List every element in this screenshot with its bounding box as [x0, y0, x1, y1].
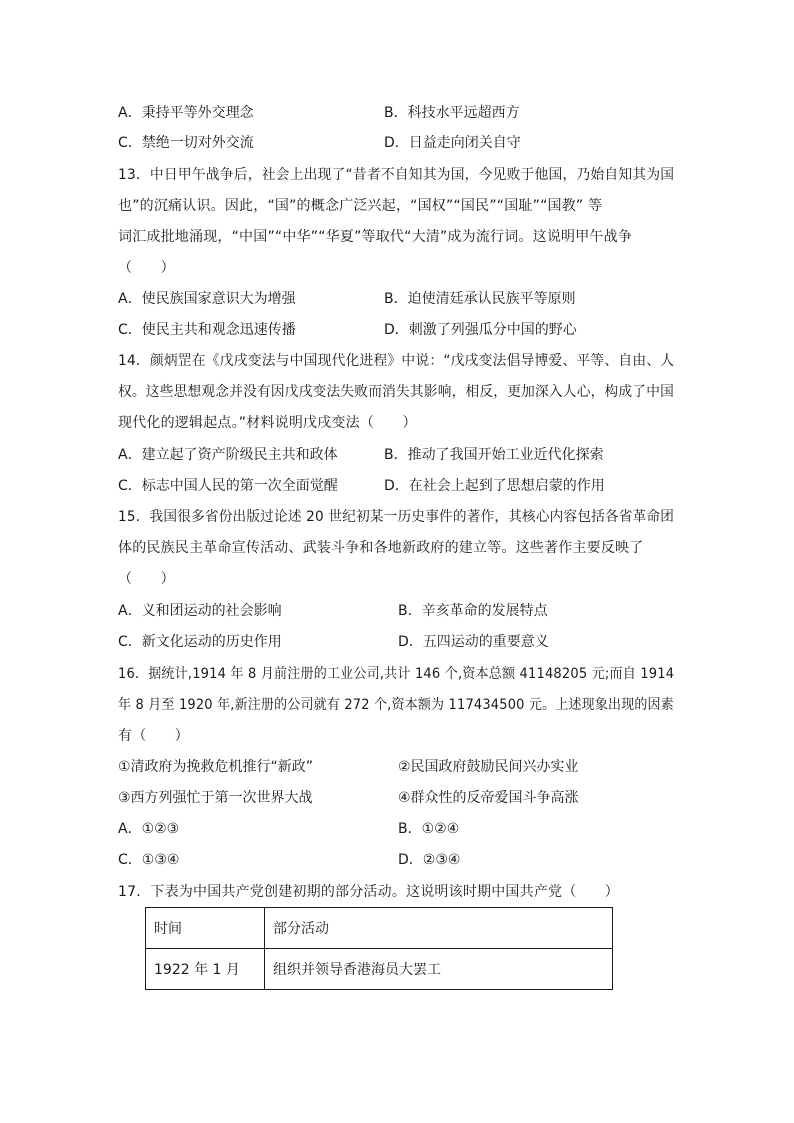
- q15-option-c: C．新文化运动的历史作用: [118, 634, 282, 650]
- q15-option-a: A．义和团运动的社会影响: [118, 603, 282, 619]
- q13-option-a: A．使民族国家意识大为增强: [118, 291, 296, 307]
- q12-option-c: C．禁绝一切对外交流: [118, 135, 254, 151]
- q16-stem-line-1: 16．据统计,1914 年 8 月前注册的工业公司,共计 146 个,资本总额 41148205 元;而自 1914: [118, 666, 675, 682]
- q16-option-a: A．①②③: [118, 821, 180, 837]
- table-header-row: [146, 908, 613, 949]
- q15-answer-blank: （ ）: [118, 571, 175, 587]
- q16-item-1: ①清政府为挽救危机推行“新政”: [118, 759, 314, 775]
- table-cell-time: 1922 年 1 月: [146, 949, 265, 990]
- q15-stem-line-2: 体的民族民主革命宣传活动、武装斗争和各地新政府的建立等。这些著作主要反映了: [118, 540, 644, 556]
- q13-stem-line-3: 词汇成批地涌现，“中国”“中华”“华夏”等取代“大清”成为流行词。这说明甲午战争: [118, 229, 633, 245]
- q13-option-b: B．迫使清廷承认民族平等原则: [384, 291, 576, 307]
- q16-option-c: C．①③④: [118, 852, 180, 868]
- table-header-activity: 部分活动: [265, 908, 613, 949]
- q17-activity-table: [145, 907, 613, 990]
- q17-stem: 17．下表为中国共产党创建初期的部分活动。这说明该时期中国共产党（ ）: [118, 884, 620, 900]
- q16-stem-line-2: 年 8 月至 1920 年,新注册的公司就有 272 个,资本额为 117434500 元。上述现象出现的因素: [118, 697, 674, 713]
- q14-option-b: B．推动了我国开始工业近代化探索: [384, 447, 604, 463]
- q12-option-a: A．秉持平等外交理念: [118, 105, 254, 121]
- q16-item-4: ④群众性的反帝爱国斗争高涨: [398, 790, 579, 806]
- q16-item-3: ③西方列强忙于第一次世界大战: [118, 790, 313, 806]
- q14-option-a: A．建立起了资产阶级民主共和政体: [118, 447, 338, 463]
- q13-answer-blank: （ ）: [118, 260, 175, 276]
- q13-option-c: C．使民主共和观念迅速传播: [118, 322, 296, 338]
- q13-stem-line-2: 也”的沉痛认识。因此，“国”的概念广泛兴起，“国权”“国民”“国耻”“国教” 等: [118, 198, 603, 214]
- table-header-time: 时间: [146, 908, 265, 949]
- q16-option-b: B．①②④: [398, 821, 460, 837]
- q13-option-d: D．刺激了列强瓜分中国的野心: [384, 322, 577, 338]
- q13-stem-line-1: 13．中日甲午战争后，社会上出现了“昔者不自知其为国，今见败于他国，乃始自知其为国: [118, 167, 675, 183]
- q14-option-c: C．标志中国人民的第一次全面觉醒: [118, 478, 338, 494]
- q14-option-d: D．在社会上起到了思想启蒙的作用: [384, 478, 605, 494]
- q14-stem-line-1: 14．颜炳罡在《戊戌变法与中国现代化进程》中说：“戊戌变法倡导博爱、平等、自由、人: [118, 353, 675, 369]
- q16-option-d: D．②③④: [398, 852, 461, 868]
- q14-stem-line-3: 现代化的逻辑起点。”材料说明戊戌变法（ ）: [118, 415, 417, 431]
- table-row: [146, 949, 613, 990]
- q14-stem-line-2: 权。这些思想观念并没有因戊戌变法失败而消失其影响，相反，更加深入人心，构成了中国: [118, 384, 675, 400]
- q16-stem-line-3: 有（ ）: [118, 728, 189, 744]
- q16-item-2: ②民国政府鼓励民间兴办实业: [398, 759, 579, 775]
- table-cell-activity: 组织并领导香港海员大罢工: [265, 949, 613, 990]
- q12-option-d: D．日益走向闭关自守: [384, 135, 521, 151]
- q12-option-b: B．科技水平远超西方: [384, 105, 520, 121]
- q15-option-b: B．辛亥革命的发展特点: [398, 603, 548, 619]
- q15-stem-line-1: 15．我国很多省份出版过论述 20 世纪初某一历史事件的著作，其核心内容包括各省革命团: [118, 509, 675, 525]
- q15-option-d: D．五四运动的重要意义: [398, 634, 549, 650]
